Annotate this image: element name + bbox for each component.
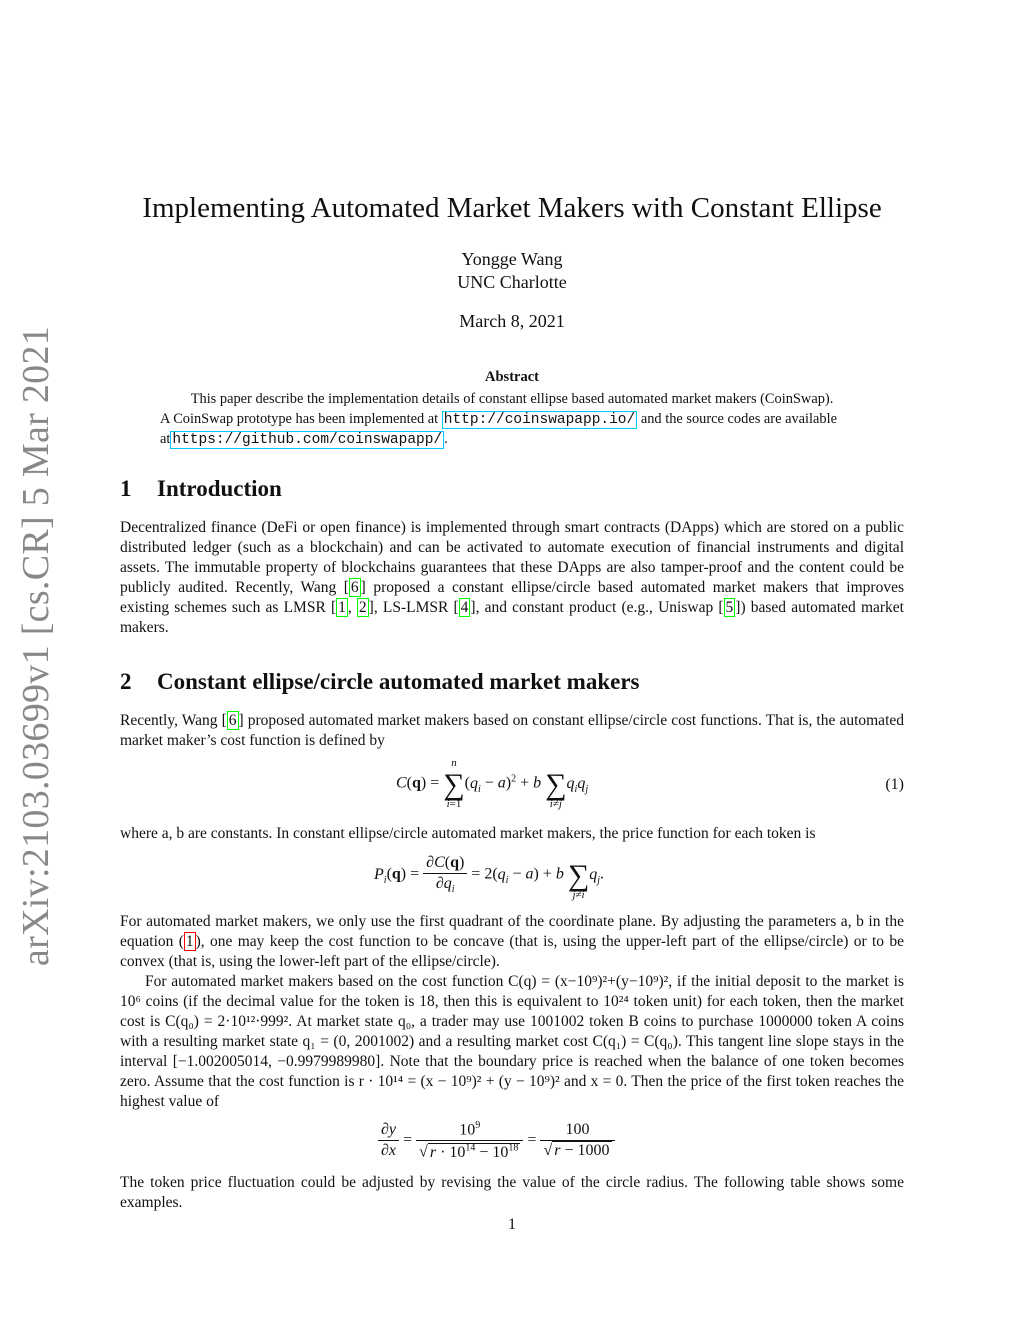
introduction-paragraph <box>120 518 904 638</box>
abstract-body <box>160 390 864 451</box>
coinswap-app-link[interactable]: http://coinswapapp.io/ <box>443 411 636 428</box>
section2-text: ), one may keep the cost function to be concave (that is, using the upper-left part of the ellipse/circle) or to be convex (that is, using the lower-left part of the ellipse/circle). <box>120 933 904 970</box>
author-affiliation: UNC Charlotte <box>457 272 567 292</box>
equation-number: (1) <box>885 776 904 793</box>
equation-reference-link[interactable]: 1 <box>185 933 194 950</box>
intro-text: ], and constant product (e.g., Uniswap [ <box>470 599 724 616</box>
intro-text: Decentralized finance (DeFi or open finance) is implemented through smart contracts (DApps) which are stored on a public distributed ledger (such as a blockchain) and can be activated to automate execution of financial instruments and digital assets. The immutable property of blockchains guarantees that these DApps are also tamper-proof and the content could be publicly audited. Recently, Wang [ <box>120 519 904 596</box>
arxiv-sidebar-stamp <box>6 325 66 967</box>
section2-text: The token price fluctuation could be adjusted by revising the value of the circle radius. The following table shows some examples. <box>120 1174 904 1211</box>
section-title: Constant ellipse/circle automated market makers <box>157 669 640 694</box>
section-heading-introduction <box>120 476 282 502</box>
intro-text: ], LS-LMSR [ <box>368 599 459 616</box>
section-title: Introduction <box>157 476 282 501</box>
abstract-heading: Abstract <box>485 369 539 385</box>
abstract-text: at <box>160 431 171 447</box>
section2-paragraph-1 <box>120 711 904 751</box>
abstract-text: A CoinSwap prototype has been implemented at <box>160 410 439 427</box>
section2-text: Recently, Wang [ <box>120 712 227 729</box>
abstract-line-3 <box>160 430 864 451</box>
section-number: 1 <box>120 476 132 501</box>
page-number: 1 <box>508 1216 516 1233</box>
paper-title: Implementing Automated Market Makers with Constant Ellipse <box>142 192 882 224</box>
price-function-equation: $P_i(q)$ = $\frac{\partial C(q)}{\partial q_i}$ = $2(q_i - a) + b$ ∑ j≠i $q_j$. <box>374 854 604 901</box>
citation-link[interactable]: 2 <box>358 599 367 616</box>
abstract-line-2 <box>160 410 864 431</box>
github-source-link[interactable]: https://github.com/coinswapapp/ <box>172 432 443 448</box>
intro-text: ]) based automated market makers. <box>120 599 904 636</box>
section-number: 2 <box>120 669 132 694</box>
section2-paragraph-5 <box>120 1173 904 1213</box>
section-heading-constant-ellipse <box>120 669 640 695</box>
section2-paragraph-3 <box>120 912 904 1112</box>
cost-function-equation: C(q) = n ∑ i=1 $(q_i - a)^2 + b$ ∑ i≠j $q_iq_j$ <box>396 757 589 810</box>
citation-link[interactable]: 6 <box>350 579 359 596</box>
intro-text: ] proposed a constant ellipse/circle based automated market makers that improves existing schemes such as LMSR [ <box>120 579 904 616</box>
section2-text: ] proposed automated market makers based on constant ellipse/circle cost functions. That is, the automated market maker’s cost function is defined by <box>120 712 905 749</box>
citation-link[interactable]: 1 <box>338 599 346 616</box>
author-name: Yongge Wang <box>461 249 563 269</box>
section2-text: For automated market makers based on the cost function C(q) = (x−10⁹)²+(y−10⁹)², if the initial deposit to the market is 10⁶ coins (if the decimal value for the token is 18, then this is equivalent to 10²⁴ token unit) for each token, then the market cost is C(q₀) = 2·10¹²·999². At market state q₀, a trader may use 1001002 token B coins to purchase 1000000 token A coins with a resulting market state q₁ = (0, 2001002) and a resulting market cost C(q₁) = C(q₀). This tangent line slope stays in the interval [−1.002005014, −0.9979989980]. Note that the boundary price is reached when the balance of one token becomes zero. Assume that the cost function is r · 10¹⁴ = (x − 10⁹)² + (y − 10⁹)² and x = 0. Then the price of the first token reaches the highest value of <box>120 973 904 1110</box>
section2-text: For automated market makers, we only use the first quadrant of the coordinate plane. By adjusting the parameters a, b in the equation ( <box>120 913 904 950</box>
paper-date: March 8, 2021 <box>459 311 565 331</box>
citation-link[interactable]: 5 <box>725 599 734 616</box>
section2-paragraph-2 <box>120 824 904 844</box>
citation-link[interactable]: 6 <box>228 712 237 729</box>
abstract-line-1: This paper describe the implementation details of constant ellipse based automated market makers (CoinSwap). <box>190 391 834 407</box>
highest-price-equation: $\frac{\partial y}{\partial x}$ = $\frac{10^9}{√ r \cdot 10^{14} - 10^{18}}$ = $\frac{100}{√ r - 1000}$ <box>378 1120 615 1162</box>
citation-link[interactable]: 4 <box>460 599 469 616</box>
section2-text: where a, b are constants. In constant ellipse/circle automated market makers, the price function for each token is <box>120 825 816 842</box>
citation-separator: , <box>347 599 357 616</box>
abstract-text: . <box>444 431 448 447</box>
abstract-text: and the source codes are available <box>640 410 837 427</box>
arxiv-identifier: arXiv:2103.03699v1 [cs.CR] 5 Mar 2021 <box>15 325 57 967</box>
